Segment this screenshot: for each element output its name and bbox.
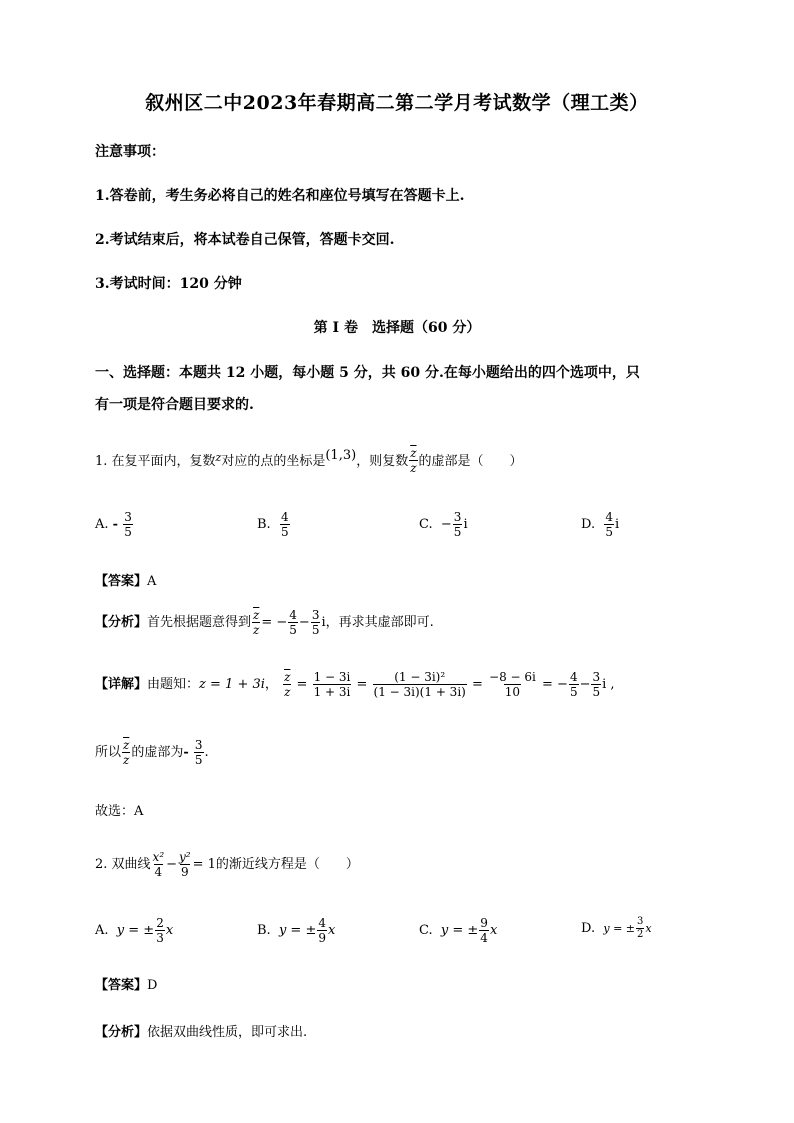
frac-num: 4 <box>280 510 289 524</box>
frac-den: 5 <box>194 753 203 767</box>
frac-num: $\overline{z}$ <box>253 608 260 622</box>
analysis-tag: 【分析】 <box>95 1025 148 1040</box>
frac-num: 4 <box>318 916 326 930</box>
analysis-text-a: 首先根据题意得到 <box>147 615 252 630</box>
frac-den: 5 <box>311 623 320 637</box>
page-title: 叙州区二中2023年春期高二第二学月考试数学（理工类） <box>145 92 649 114</box>
frac-den: 5 <box>280 525 289 539</box>
q1-option-c[interactable] <box>419 510 468 539</box>
option-fraction <box>604 510 614 539</box>
detail-minus: − <box>579 677 591 692</box>
option-fraction <box>155 916 165 945</box>
q1-stem-text-d: 的虚部是（ ） <box>418 454 523 469</box>
q2-option-a[interactable] <box>95 916 173 945</box>
detail-z-expr: z = 1 + 3i <box>199 677 265 692</box>
frac-num: 3 <box>637 916 644 927</box>
frac-den: 4 <box>480 931 488 945</box>
frac-num: 3 <box>311 608 320 622</box>
detail-frac-3-5 <box>591 670 601 699</box>
q1-var-z: z <box>215 451 222 464</box>
answer-tag: 【答案】 <box>95 574 148 589</box>
frac-num: x² <box>152 850 165 864</box>
frac-num: $\overline{z}$ <box>284 670 291 684</box>
frac-den: 4 <box>154 865 163 879</box>
frac-den: 5 <box>124 525 132 539</box>
frac-den: 9 <box>181 865 189 879</box>
frac-num: y² <box>179 850 191 864</box>
answer-tag: 【答案】 <box>95 978 148 993</box>
conclusion-text-b: 的虚部为 <box>131 745 184 760</box>
frac-num: 3 <box>592 670 601 684</box>
detail-frac-2 <box>373 670 467 699</box>
q1-conclusion <box>95 738 209 767</box>
q2-answer <box>95 974 157 993</box>
frac-den: 3 <box>156 931 164 945</box>
section-intro-line2: 有一项是符合题目要求的. <box>95 397 254 413</box>
frac-num: 3 <box>124 510 132 524</box>
q1-answer <box>95 570 156 589</box>
option-var: x <box>645 922 652 935</box>
detail-tag: 【详解】 <box>95 677 148 692</box>
conclusion-text-a: 所以 <box>95 745 122 760</box>
option-unit: i <box>463 517 468 532</box>
detail-frac-4-5 <box>569 670 579 699</box>
q2-stem-eq: = 1 <box>192 857 216 872</box>
frac-den: 10 <box>504 685 521 699</box>
frac-den: z <box>123 753 130 767</box>
frac-den: 5 <box>592 685 601 699</box>
detail-zbar-over-z <box>283 670 291 699</box>
q2-frac-y2-9 <box>178 850 192 879</box>
q1-stem-text-b: 对应的点的坐标是 <box>221 454 326 469</box>
analysis-zbar-over-z <box>252 608 260 637</box>
q1-option-b[interactable] <box>257 510 291 539</box>
frac-den: 5 <box>569 685 578 699</box>
frac-num: $\overline{z}$ <box>410 446 417 460</box>
section-intro-line1: 一、选择题：本题共 12 小题，每小题 5 分，共 60 分.在每小题给出的四个选项中，只 <box>95 365 640 381</box>
option-label: D. <box>581 921 596 936</box>
option-var: x <box>489 923 498 938</box>
frac-den: 5 <box>453 525 462 539</box>
analysis-eq: = − <box>261 615 288 630</box>
notes-heading: 注意事项： <box>95 144 165 160</box>
conclusion-end: . <box>204 745 209 760</box>
question-1-stem <box>95 446 523 475</box>
conclusion-zbar-over-z <box>122 738 130 767</box>
q2-frac-x2-4 <box>152 850 166 879</box>
analysis-text-b: ，再求其虚部即可. <box>325 615 434 630</box>
option-prefix: y = ± <box>440 923 479 938</box>
analysis-frac-3-5 <box>311 608 321 637</box>
analysis-frac-4-5 <box>288 608 298 637</box>
option-unit: i <box>615 517 620 532</box>
detail-frac-1 <box>313 670 352 699</box>
frac-num: 4 <box>605 510 613 524</box>
detail-end: i , <box>602 677 615 692</box>
option-fraction <box>123 510 133 539</box>
option-label: C. <box>419 923 433 938</box>
option-sign: − <box>440 517 452 532</box>
analysis-text: 依据双曲线性质，即可求出. <box>147 1025 308 1040</box>
option-label: A. <box>95 923 109 938</box>
answer-value: A <box>147 574 157 589</box>
option-var: x <box>165 923 174 938</box>
option-prefix: y = ± <box>116 923 155 938</box>
frac-den: (1 − 3i)(1 + 3i) <box>373 685 466 699</box>
option-fraction <box>479 916 489 945</box>
q2-stem-text-a: 2. 双曲线 <box>95 857 151 872</box>
frac-num: 3 <box>453 510 462 524</box>
frac-den: 5 <box>605 525 613 539</box>
answer-value: D <box>147 978 158 993</box>
frac-num: 4 <box>569 670 578 684</box>
q1-stem-text-a: 1. 在复平面内，复数 <box>95 454 216 469</box>
note-item-1: 1.答卷前，考生务必将自己的姓名和座位号填写在答题卡上. <box>95 188 465 204</box>
frac-num: 1 − 3i <box>313 670 351 684</box>
option-label: A. <box>95 517 109 532</box>
option-fraction <box>453 510 463 539</box>
option-fraction <box>280 510 290 539</box>
option-label: D. <box>581 517 596 532</box>
detail-frac-3 <box>488 670 537 699</box>
option-label: C. <box>419 517 433 532</box>
frac-den: 9 <box>318 931 326 945</box>
frac-den: 2 <box>637 929 644 940</box>
q1-coord: (1,3) <box>325 448 357 463</box>
frac-num: 9 <box>480 916 488 930</box>
option-var: x <box>328 923 336 938</box>
q1-analysis <box>95 608 434 637</box>
frac-num: (1 − 3i)² <box>394 670 446 684</box>
option-prefix: y = ± <box>278 923 317 938</box>
question-2-stem: 2. 双曲线 $\frac{\text{x²}}{4}$ − $\frac{\text{y²}}{9}$ = 1的渐近线方程是（ ） <box>95 850 359 879</box>
option-prefix: y = ± <box>603 922 636 935</box>
frac-num: $\overline{z}$ <box>123 738 130 752</box>
q2-option-c[interactable] <box>419 916 497 945</box>
frac-num: −8 − 6i <box>489 670 536 684</box>
note-item-2: 2.考试结束后，将本试卷自己保管，答题卡交回. <box>95 232 395 248</box>
option-label: B. <box>257 517 271 532</box>
frac-den: z <box>253 623 260 637</box>
frac-num: 2 <box>156 916 164 930</box>
analysis-i: i <box>321 615 326 630</box>
q2-option-d[interactable] <box>581 916 652 941</box>
frac-num: 4 <box>289 608 297 622</box>
analysis-tag: 【分析】 <box>95 615 148 630</box>
q1-choose: 故选：A <box>95 804 144 819</box>
q1-option-a[interactable] <box>95 510 134 539</box>
option-fraction <box>636 916 644 941</box>
option-sign: - <box>112 517 119 532</box>
detail-res: = − <box>542 677 568 692</box>
option-fraction <box>317 916 327 945</box>
conclusion-frac-3-5 <box>194 738 204 767</box>
analysis-minus: − <box>298 615 310 630</box>
frac-den: 1 + 3i <box>313 685 351 699</box>
q2-stem-text-b: 的渐近线方程是（ ） <box>215 857 359 872</box>
detail-sep: ， <box>264 677 278 692</box>
q2-option-b[interactable] <box>257 916 335 945</box>
frac-den: 5 <box>289 623 297 637</box>
q2-analysis <box>95 1021 307 1040</box>
q1-detail: 【详解】由题知：z = 1 + 3i， $\frac{\overline{z}}{z}$ = $\frac{1 - 3i}{1 + 3i}$ = $\frac{\text{(1 − 3i)²}}{(1 - 3i)(1 + 3i)}$ = $\frac{-8 - 6i}{10}$ = − $\frac{4}{5}$ − $\frac{3}{5}$ i , <box>95 670 615 699</box>
conclusion-sign: - <box>183 745 189 760</box>
detail-text-a: 由题知： <box>147 677 200 692</box>
frac-den: z <box>410 461 417 475</box>
frac-num: 3 <box>194 738 203 752</box>
option-label: B. <box>257 923 271 938</box>
q1-zbar-over-z <box>409 446 417 475</box>
q1-stem-text-c: ，则复数 <box>356 454 409 469</box>
note-item-3: 3.考试时间：120 分钟 <box>95 276 242 292</box>
frac-den: z <box>284 685 291 699</box>
q1-option-d[interactable] <box>581 510 619 539</box>
section-title: 第 I 卷 选择题（60 分） <box>313 320 481 336</box>
